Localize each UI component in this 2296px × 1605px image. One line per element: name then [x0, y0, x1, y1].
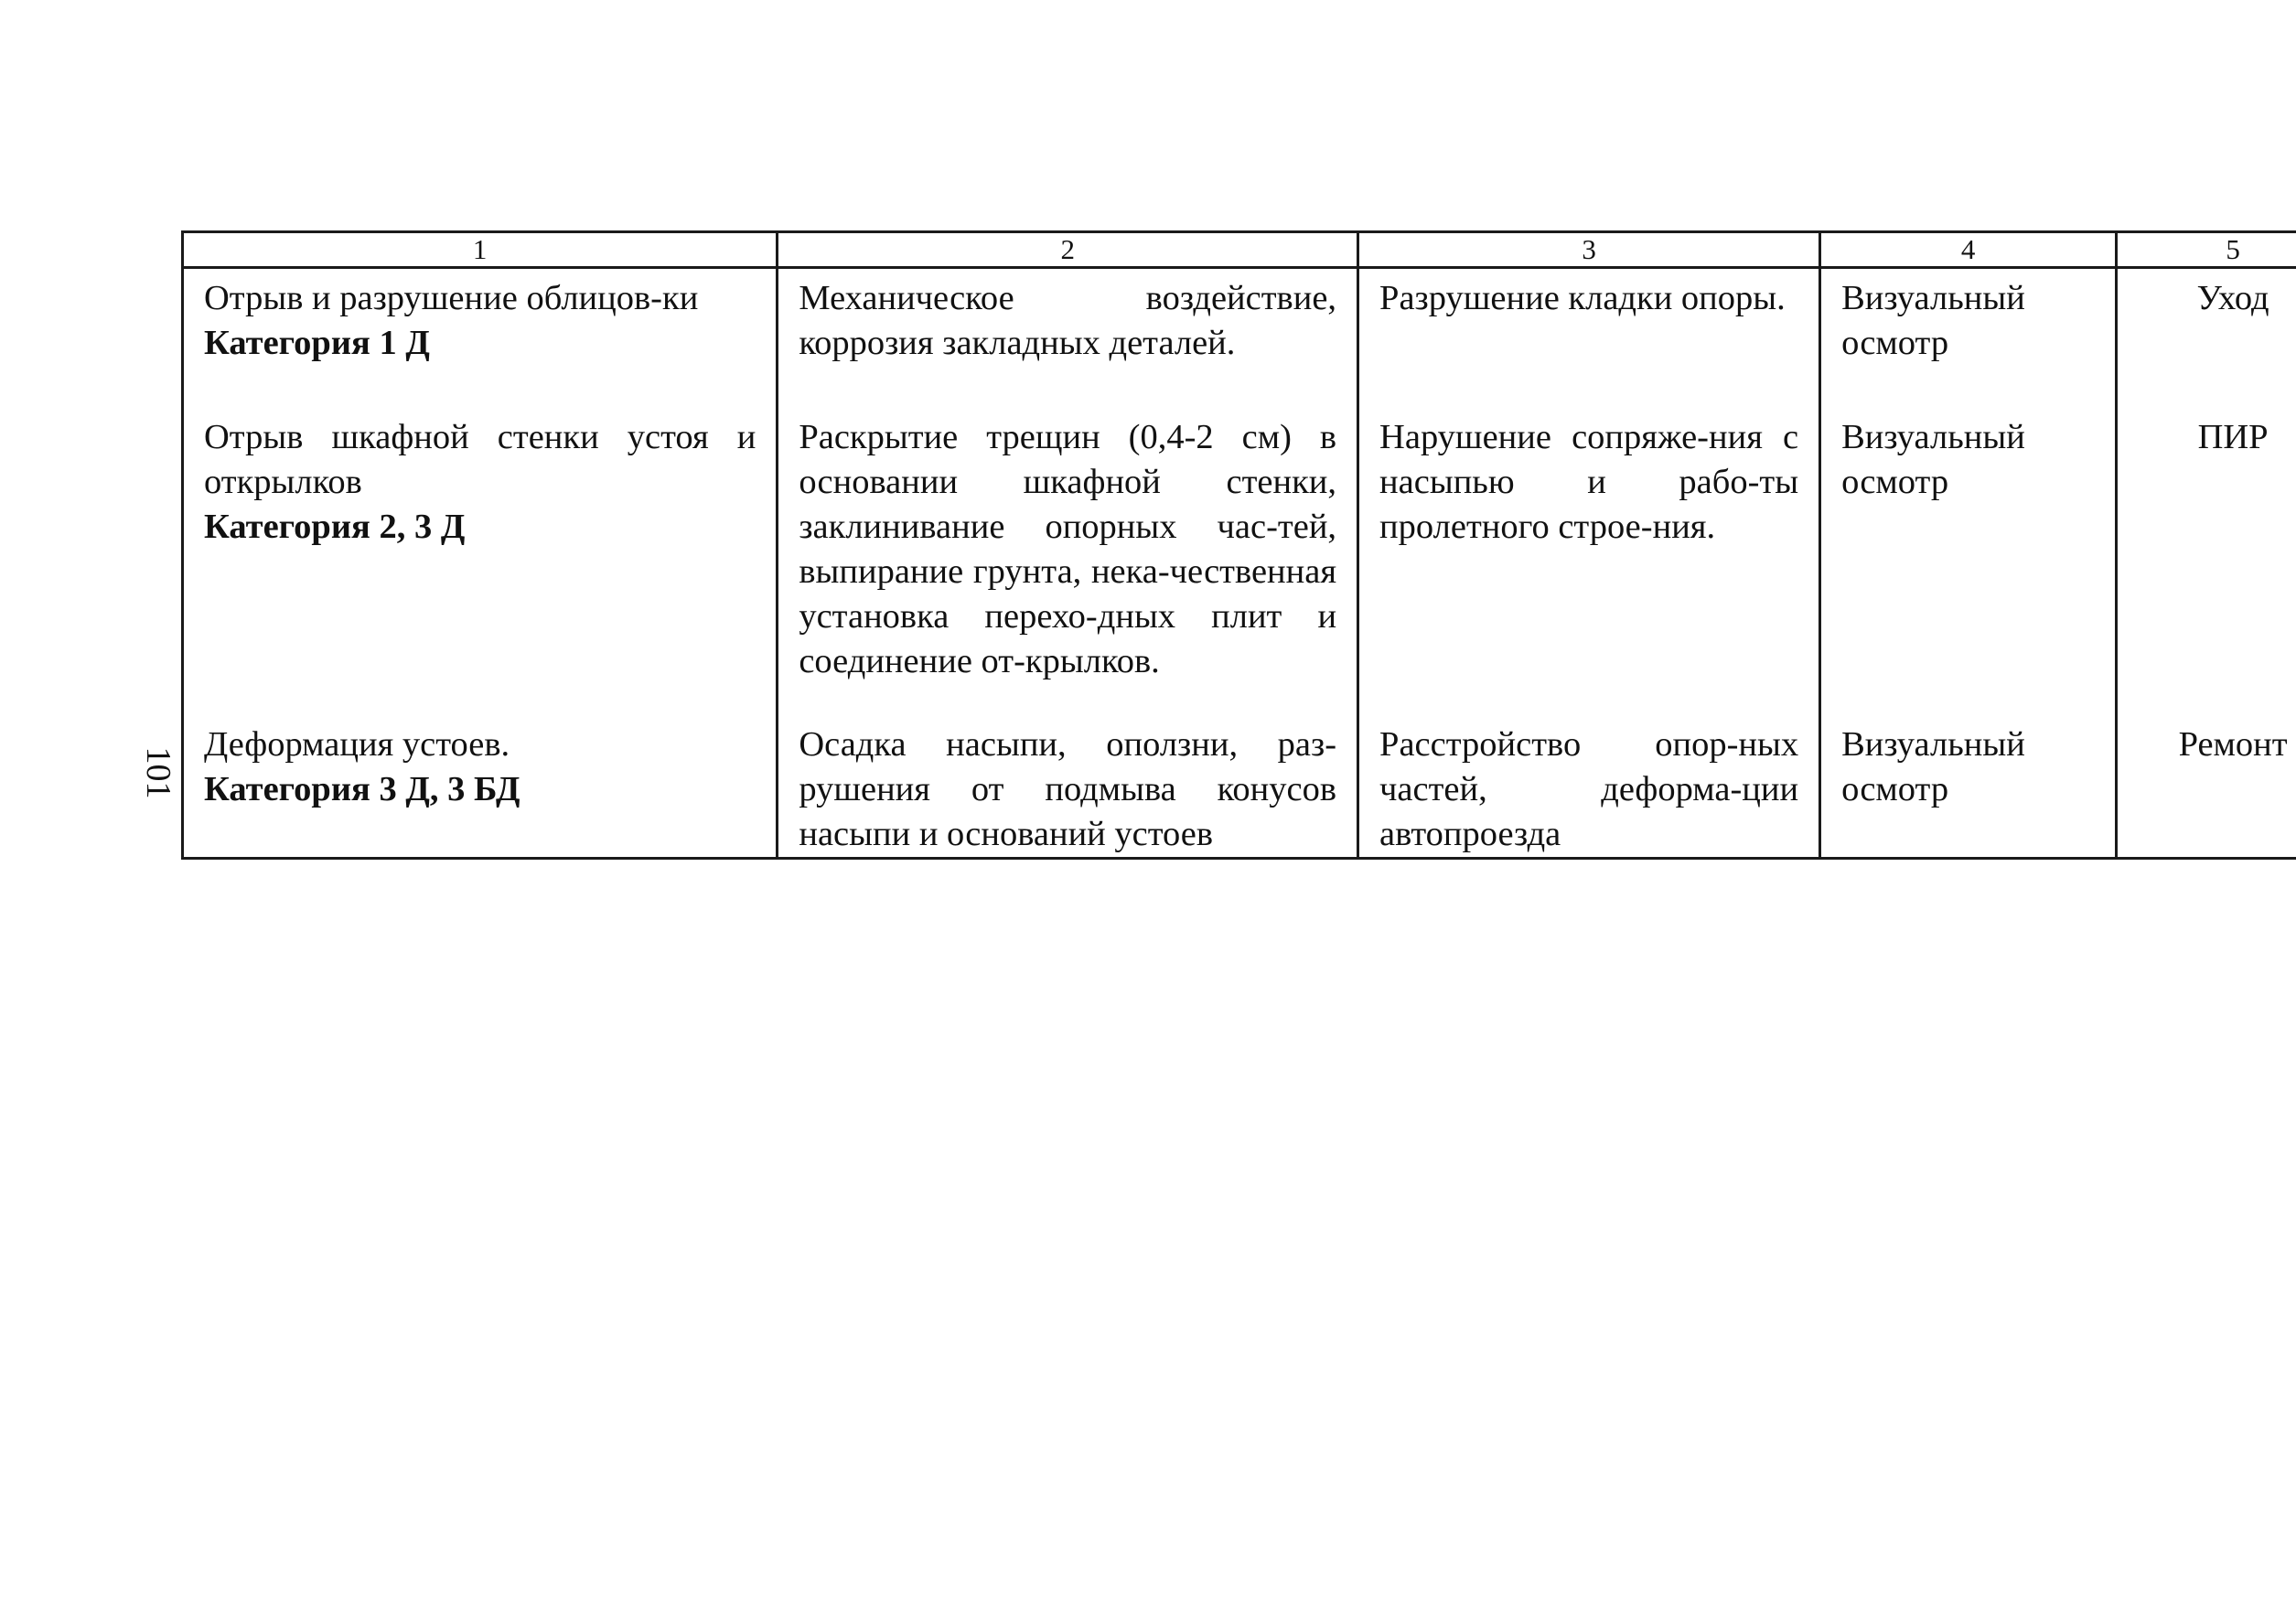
- cause-cell: Механическое воздействие, коррозия закладных деталей.: [778, 268, 1358, 403]
- consequence-cell: Разрушение кладки опоры.: [1358, 268, 1820, 403]
- defect-category: Категория 1 Д: [204, 324, 430, 362]
- defect-cell: [183, 268, 778, 403]
- column-header-4: 4: [1820, 232, 2117, 268]
- defect-category: Категория 2, 3 Д: [204, 508, 466, 546]
- table-row: [183, 268, 2296, 403]
- measure-cell: ПИР: [2117, 402, 2296, 712]
- detection-cell: Визуальный осмотр: [1820, 712, 2117, 859]
- header-row: [183, 232, 2296, 268]
- column-header-2: 2: [778, 232, 1358, 268]
- cause-cell: Осадка насыпи, оползни, раз-рушения от подмыва конусов насыпи и оснований устоев: [778, 712, 1358, 859]
- cause-cell: Раскрытие трещин (0,4-2 см) в основании шкафной стенки, заклинивание опорных час-тей, выпирание грунта, нека-чественная установка перехо-дных плит и соединение от-крылков.: [778, 402, 1358, 712]
- column-header-3: 3: [1358, 232, 1820, 268]
- defects-table: [181, 230, 2296, 860]
- defect-description: Деформация устоев.: [204, 725, 510, 764]
- page-number: 101: [139, 746, 177, 799]
- defect-cell: [183, 402, 778, 712]
- consequence-cell: Нарушение сопряже-ния с насыпью и рабо-ты пролетного строе-ния.: [1358, 402, 1820, 712]
- consequence-cell: Расстройство опор-ных частей, деформа-ции автопроезда: [1358, 712, 1820, 859]
- defect-description: Отрыв и разрушение облицов-ки: [204, 279, 699, 317]
- defect-description: Отрыв шкафной стенки устоя и открылков: [204, 418, 756, 501]
- table-row: [183, 402, 2296, 712]
- column-header-5: 5: [2117, 232, 2296, 268]
- defect-category: Категория 3 Д, 3 БД: [204, 770, 520, 808]
- column-header-1: 1: [183, 232, 778, 268]
- defect-cell: [183, 712, 778, 859]
- measure-cell: Ремонт: [2117, 712, 2296, 859]
- table-row: [183, 712, 2296, 859]
- detection-cell: Визуальный осмотр: [1820, 402, 2117, 712]
- measure-cell: Уход: [2117, 268, 2296, 403]
- detection-cell: Визуальный осмотр: [1820, 268, 2117, 403]
